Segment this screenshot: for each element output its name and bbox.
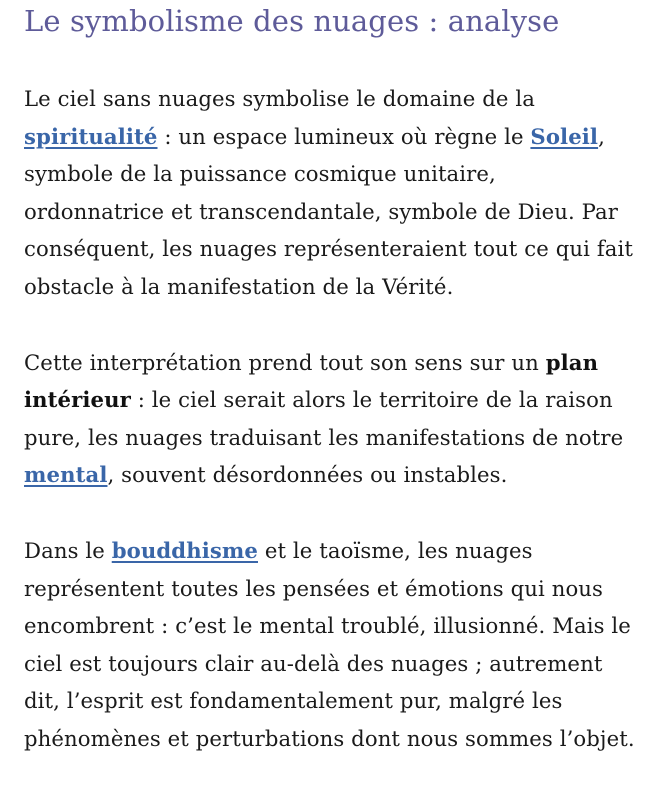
link-bouddhisme[interactable]: bouddhisme (111, 537, 258, 563)
paragraph-3-text-b: et le taoïsme, les nuages représentent toutes les pensées et émotions qui nous encombrent : c’est le mental troublé, illusionné. Mais le ciel est toujours clair au-delà des nuages ; autrement dit, l’esprit est fondamentalement pur, malgré les phénomènes et perturbations dont nous sommes l’objet. (24, 537, 635, 751)
link-soleil[interactable]: Soleil (530, 123, 599, 149)
bold-plan-interieur: plan intérieur (24, 349, 599, 413)
paragraph-1-text-a: Le ciel sans nuages symbolise le domaine de la (24, 86, 536, 111)
paragraph-3-text-a: Dans le (24, 537, 112, 563)
paragraph-2-text-a: Cette interprétation prend tout son sens sur un (24, 349, 546, 375)
link-spiritualite[interactable]: spiritualité (24, 123, 158, 149)
paragraph-1-text-c: , symbole de la puissance cosmique unitaire, ordonnatrice et transcendantale, symbole de Dieu. Par conséquent, les nuages représenteraient tout ce qui fait obstacle à la manifestation de la Vérité. (24, 123, 633, 299)
paragraph-2-text-c: , souvent désordonnées ou instables. (107, 462, 508, 488)
paragraph-1-text-b: : un espace lumineux où règne le (157, 123, 531, 149)
paragraph-2-text-b: : le ciel serait alors le territoire de la raison pure, les nuages traduisant les manifestations de notre (24, 387, 624, 450)
paragraph-1 (24, 80, 639, 306)
page-title: Le symbolisme des nuages : analyse (24, 4, 560, 38)
paragraph-2 (24, 344, 639, 494)
paragraph-3 (24, 532, 639, 758)
link-mental[interactable]: mental (24, 462, 108, 488)
